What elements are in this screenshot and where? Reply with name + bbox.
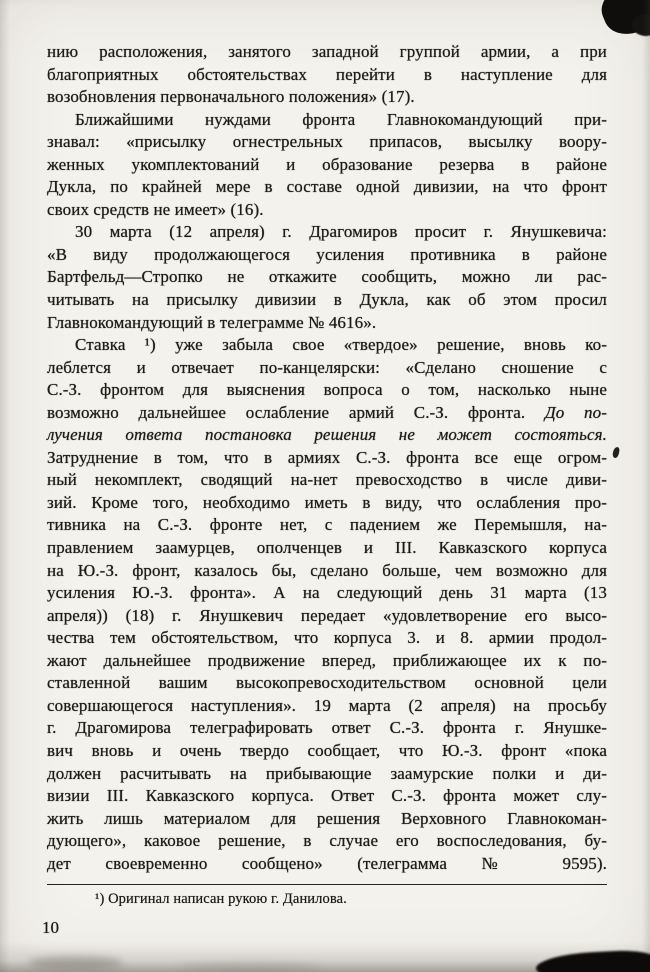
text-line: Бартфельд—Стропко не откажите сообщить, можно ли рас- <box>47 267 607 287</box>
scan-shadow-right-edge <box>642 0 650 972</box>
emphasized-text: До по- <box>544 402 608 422</box>
footnote: ¹) Оригинал написан рукою г. Данилова. <box>95 891 347 908</box>
text-line: совершающегося наступления». 19 марта (2 апреля) на просьбу <box>47 695 607 715</box>
text-block <box>47 41 607 908</box>
text-line: дет своевременно сообщено» (телеграмма № 9595). <box>47 853 607 873</box>
text-line: Затруднение в том, что в армиях С.-З. фронта все еще огром- <box>47 447 607 467</box>
text-line: ный некомплект, сводящий на-нет превосходство в числе диви- <box>47 470 607 490</box>
scan-artifact-bottom-left-smudge <box>28 956 123 970</box>
text-line: благоприятных обстоятельствах перейти в наступление для <box>47 64 607 84</box>
text-line: апреля)) (18) г. Янушкевич передает «удовлетворение его высо- <box>47 605 607 625</box>
text-line: тивника на С.-З. фронте нет, с падением же Перемышля, на- <box>47 515 607 535</box>
text-line: должен расчитывать на прибывающие заамурские полки и ди- <box>47 763 607 783</box>
paragraph <box>47 221 607 334</box>
text-line: ставленной вашим высокопревосходительством основной цели <box>47 673 607 693</box>
text-line <box>47 402 607 425</box>
paragraph <box>47 41 607 109</box>
page-number: 10 <box>42 918 59 937</box>
footnote-separator <box>47 884 607 885</box>
text-line: зий. Кроме того, необходимо иметь в виду, что ослабления про- <box>47 492 607 512</box>
text-line: на Ю.-З. фронт, казалось бы, сделано больше, чем возможно для <box>47 560 607 580</box>
scan-artifact-right-edge-speck <box>612 446 620 458</box>
text-line: 30 марта (12 апреля) г. Драгомиров просит г. Янушкевича: <box>75 222 607 242</box>
scan-artifact-bottom-right-smear <box>535 949 650 972</box>
text-line: С.-З. фронтом для выяснения вопроса о том, насколько ныне <box>47 380 607 400</box>
text-line: жить лишь материалом для решения Верховного Главнокоман- <box>47 808 607 828</box>
text-line: знавал: «присылку огнестрельных припасов, высылку воору- <box>47 132 607 152</box>
text-line: дующего», каковое решение, в случае его воспоследования, бу- <box>47 831 607 851</box>
text-line: возобновления первоначального положения» (17). <box>47 87 415 107</box>
text-line: Дукла, по крайней мере в составе одной дивизии, на что фронт <box>47 177 607 197</box>
text-line: чества тем обстоятельством, что корпуса 3. и 8. армии продол- <box>47 628 607 648</box>
text-line: Ставка ¹) уже забыла свое «твердое» решение, вновь ко- <box>75 335 607 355</box>
text-line: жают дальнейшее продвижение вперед, приближающее их к по- <box>47 650 607 670</box>
text-line: визии III. Кавказского корпуса. Ответ С.-З. фронта может слу- <box>47 786 607 806</box>
scan-shadow-left-edge <box>0 0 10 972</box>
text-line: читывать на присылку дивизии в Дукла, как об этом просил <box>47 290 607 310</box>
scan-shadow-bottom-edge <box>0 942 650 972</box>
text-line: женных укомплектований и образование резерва в районе <box>47 154 607 174</box>
scan-artifact-top-right-corner <box>595 0 650 42</box>
text-line: своих средств не имеет» (16). <box>47 199 264 219</box>
paragraph <box>47 334 607 875</box>
text-line: леблется и отвечает по-канцелярски: «Сделано сношение с <box>47 357 607 377</box>
emphasized-text: лучения ответа постановка решения не может состояться. <box>47 425 607 445</box>
text-line: Главнокомандующий в телеграмме № 4616». <box>47 312 377 332</box>
text-line: «В виду продолжающегося усиления противника в районе <box>47 244 607 264</box>
text-segment: возможно дальнейшее ослабление армий С.-З. фронта. <box>47 402 545 422</box>
text-line: вич вновь и очень твердо сообщает, что Ю.-З. фронт «пока <box>47 740 607 760</box>
text-line: Ближайшими нуждами фронта Главнокомандующий при- <box>75 109 607 129</box>
paragraph <box>47 109 607 222</box>
text-line: нию расположения, занятого западной группой армии, а при <box>47 42 607 61</box>
text-line: правлением заамурцев, ополченцев и III. Кавказского корпуса <box>47 538 607 558</box>
text-line <box>47 424 607 447</box>
scan-artifact-top-right-blob <box>629 11 650 40</box>
text-line: усиления Ю.-З. фронта». А на следующий день 31 марта (13 <box>47 583 607 603</box>
text-line: г. Драгомирова телеграфировать ответ С.-З. фронта г. Янушке- <box>47 718 607 738</box>
scan-artifact-bottom-mid-smudge <box>180 963 320 972</box>
